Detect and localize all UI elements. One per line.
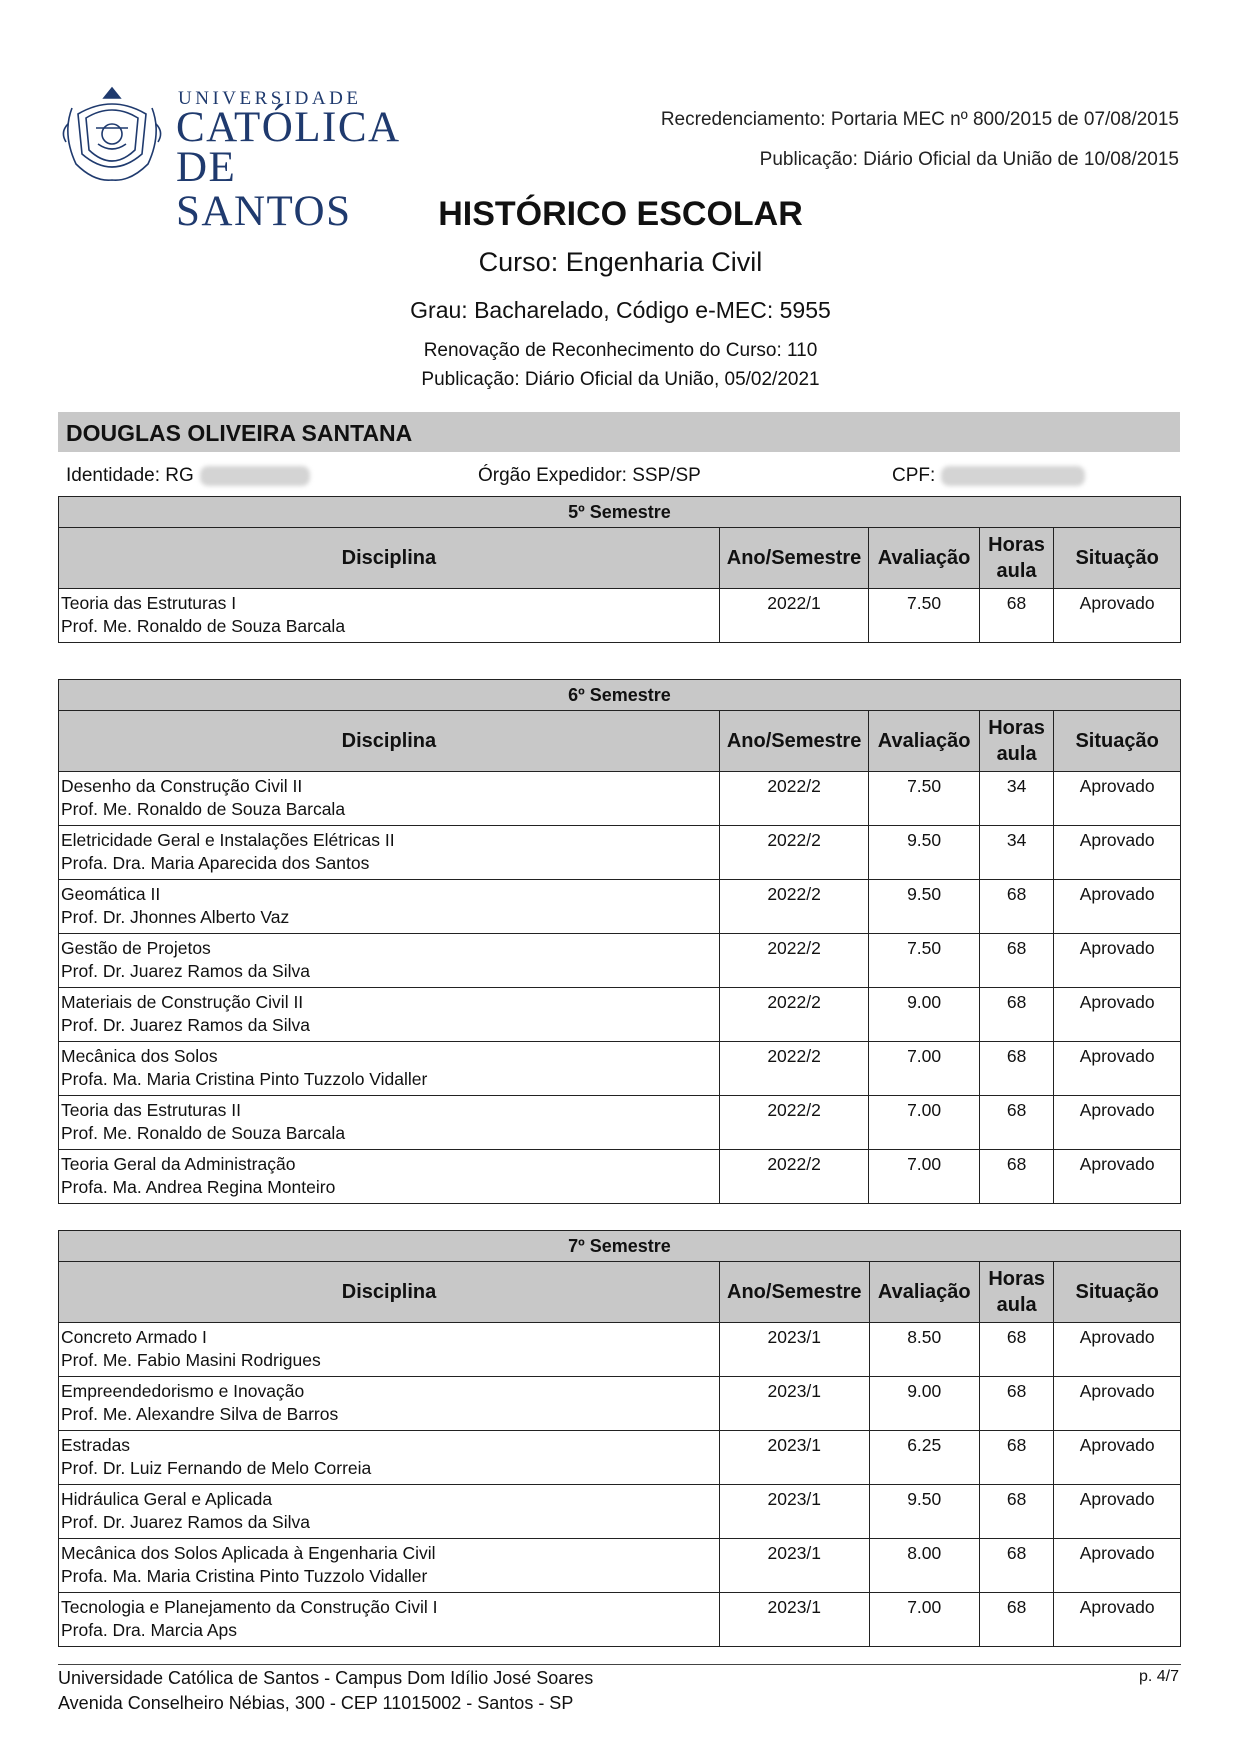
ano-semestre-cell: 2022/2 — [719, 1150, 869, 1204]
table-row — [59, 1431, 1181, 1485]
col-horas-aula — [979, 528, 1053, 589]
identidade-label: Identidade: RG — [66, 465, 194, 486]
disciplina-name: Estradas — [61, 1435, 131, 1455]
disciplina-name: Teoria das Estruturas I — [61, 593, 237, 613]
col-disciplina: Disciplina — [59, 528, 720, 589]
ano-semestre-cell: 2023/1 — [720, 1323, 870, 1377]
avaliacao-cell: 8.00 — [869, 1539, 979, 1593]
avaliacao-cell: 7.00 — [869, 1593, 979, 1647]
situacao-cell: Aprovado — [1054, 1150, 1181, 1204]
situacao-cell: Aprovado — [1054, 934, 1181, 988]
col-horas-line2: aula — [996, 560, 1037, 582]
col-horas-line2: aula — [996, 1294, 1037, 1316]
disciplina-name: Gestão de Projetos — [61, 938, 211, 958]
situacao-cell: Aprovado — [1054, 1485, 1181, 1539]
avaliacao-cell: 7.50 — [869, 772, 979, 826]
professor-name: Profa. Ma. Maria Cristina Pinto Tuzzolo Vidaller — [61, 1566, 428, 1586]
identidade-field — [66, 465, 310, 487]
document-title: HISTÓRICO ESCOLAR — [438, 195, 803, 233]
ano-semestre-cell: 2023/1 — [720, 1431, 870, 1485]
recredenciamento-text: Recredenciamento: Portaria MEC nº 800/2015 de 07/08/2015 — [660, 109, 1179, 130]
horas-aula-cell: 68 — [979, 1150, 1053, 1204]
col-horas-aula — [979, 711, 1053, 772]
professor-name: Prof. Dr. Jhonnes Alberto Vaz — [61, 907, 290, 927]
disciplina-cell — [59, 1485, 720, 1539]
situacao-cell: Aprovado — [1054, 1431, 1181, 1485]
disciplina-name: Teoria das Estruturas II — [61, 1100, 241, 1120]
situacao-cell: Aprovado — [1054, 1539, 1181, 1593]
publicacao-text: Publicação: Diário Oficial da União de 10/08/2015 — [759, 149, 1179, 170]
table-row — [59, 1150, 1181, 1204]
disciplina-name: Desenho da Construção Civil II — [61, 776, 303, 796]
situacao-cell: Aprovado — [1054, 589, 1181, 643]
logo-text-line3: DE SANTOS — [176, 144, 352, 235]
student-name: DOUGLAS OLIVEIRA SANTANA — [66, 420, 413, 446]
disciplina-cell — [59, 1323, 720, 1377]
col-situacao: Situação — [1054, 1262, 1181, 1323]
page-number: p. 4/7 — [1138, 1668, 1179, 1685]
col-horas-line1: Horas — [988, 717, 1045, 739]
situacao-cell: Aprovado — [1054, 1096, 1181, 1150]
horas-aula-cell: 68 — [979, 1377, 1053, 1431]
col-horas-line2: aula — [996, 743, 1037, 765]
disciplina-name: Mecânica dos Solos Aplicada à Engenharia Civil — [61, 1543, 436, 1563]
ano-semestre-cell: 2023/1 — [720, 1377, 870, 1431]
disciplina-cell — [59, 988, 720, 1042]
semester-title: 5º Semestre — [59, 497, 1181, 528]
disciplina-name: Empreendedorismo e Inovação — [61, 1381, 305, 1401]
university-logo — [58, 84, 418, 235]
table-row — [59, 589, 1181, 643]
col-avaliacao: Avaliação — [869, 528, 979, 589]
university-crest-icon — [58, 84, 166, 184]
professor-name: Prof. Me. Alexandre Silva de Barros — [61, 1404, 339, 1424]
disciplina-cell — [59, 1042, 720, 1096]
table-row — [59, 1539, 1181, 1593]
horas-aula-cell: 68 — [979, 1323, 1053, 1377]
logo-text-line1: UNIVERSIDADE — [178, 88, 362, 109]
disciplina-cell — [59, 1539, 720, 1593]
disciplina-cell — [59, 1431, 720, 1485]
situacao-cell: Aprovado — [1054, 1323, 1181, 1377]
table-row — [59, 772, 1181, 826]
logo-text-line2: CATÓLICA — [176, 104, 401, 151]
table-header — [59, 528, 1181, 589]
professor-name: Profa. Ma. Andrea Regina Monteiro — [61, 1177, 336, 1197]
horas-aula-cell: 34 — [979, 772, 1053, 826]
ano-semestre-cell: 2023/1 — [720, 1539, 870, 1593]
horas-aula-cell: 68 — [979, 880, 1053, 934]
table-header — [59, 1262, 1181, 1323]
horas-aula-cell: 68 — [979, 934, 1053, 988]
col-disciplina: Disciplina — [59, 1262, 720, 1323]
ano-semestre-cell: 2022/2 — [719, 934, 869, 988]
disciplina-cell — [59, 1096, 720, 1150]
disciplina-name: Concreto Armado I — [61, 1327, 207, 1347]
disciplina-cell — [59, 772, 720, 826]
course-name: Curso: Engenharia Civil — [478, 247, 763, 277]
col-ano-semestre: Ano/Semestre — [719, 711, 869, 772]
avaliacao-cell: 6.25 — [869, 1431, 979, 1485]
col-ano-semestre: Ano/Semestre — [719, 528, 869, 589]
disciplina-cell — [59, 934, 720, 988]
semester-title: 6º Semestre — [59, 680, 1181, 711]
semester-title: 7º Semestre — [59, 1231, 1181, 1262]
horas-aula-cell: 68 — [979, 1096, 1053, 1150]
situacao-cell: Aprovado — [1054, 772, 1181, 826]
col-avaliacao: Avaliação — [869, 711, 979, 772]
col-horas-aula — [979, 1262, 1053, 1323]
professor-name: Prof. Me. Ronaldo de Souza Barcala — [61, 799, 346, 819]
ano-semestre-cell: 2022/1 — [719, 589, 869, 643]
disciplina-name: Tecnologia e Planejamento da Construção Civil I — [61, 1597, 438, 1617]
table-row — [59, 1485, 1181, 1539]
renovacao-info: Renovação de Reconhecimento do Curso: 110 — [423, 340, 818, 361]
avaliacao-cell: 9.50 — [869, 1485, 979, 1539]
avaliacao-cell: 7.00 — [869, 1042, 979, 1096]
table-row — [59, 1593, 1181, 1647]
cpf-field — [892, 465, 1085, 487]
ano-semestre-cell: 2022/2 — [719, 1042, 869, 1096]
situacao-cell: Aprovado — [1054, 1377, 1181, 1431]
table-header — [59, 711, 1181, 772]
disciplina-name: Hidráulica Geral e Aplicada — [61, 1489, 273, 1509]
ano-semestre-cell: 2022/2 — [719, 880, 869, 934]
disciplina-name: Mecânica dos Solos — [61, 1046, 218, 1066]
disciplina-name: Teoria Geral da Administração — [61, 1154, 296, 1174]
table-row — [59, 988, 1181, 1042]
avaliacao-cell: 7.50 — [869, 934, 979, 988]
table-row — [59, 934, 1181, 988]
semester-table — [58, 1230, 1181, 1647]
disciplina-cell — [59, 880, 720, 934]
col-avaliacao: Avaliação — [869, 1262, 979, 1323]
course-publication-info: Publicação: Diário Oficial da União, 05/02/2021 — [421, 369, 820, 390]
ano-semestre-cell: 2022/2 — [719, 988, 869, 1042]
ano-semestre-cell: 2022/2 — [719, 772, 869, 826]
horas-aula-cell: 68 — [979, 1431, 1053, 1485]
avaliacao-cell: 9.50 — [869, 826, 979, 880]
disciplina-cell — [59, 589, 720, 643]
table-row — [59, 880, 1181, 934]
col-horas-line1: Horas — [988, 1268, 1046, 1290]
col-situacao: Situação — [1054, 528, 1181, 589]
student-name-bar — [58, 412, 1180, 452]
col-situacao: Situação — [1054, 711, 1181, 772]
orgao-expedidor: Órgão Expedidor: SSP/SP — [478, 465, 701, 486]
ano-semestre-cell: 2023/1 — [720, 1485, 870, 1539]
situacao-cell: Aprovado — [1054, 988, 1181, 1042]
disciplina-name: Eletricidade Geral e Instalações Elétricas II — [61, 830, 395, 850]
disciplina-cell — [59, 826, 720, 880]
footer-divider — [58, 1664, 1181, 1665]
col-ano-semestre: Ano/Semestre — [720, 1262, 870, 1323]
disciplina-name: Materiais de Construção Civil II — [61, 992, 304, 1012]
semester-table — [58, 496, 1181, 643]
disciplina-cell — [59, 1150, 720, 1204]
professor-name: Prof. Me. Ronaldo de Souza Barcala — [61, 1123, 346, 1143]
ano-semestre-cell: 2023/1 — [720, 1593, 870, 1647]
situacao-cell: Aprovado — [1054, 1042, 1181, 1096]
horas-aula-cell: 68 — [979, 988, 1053, 1042]
degree-info: Grau: Bacharelado, Código e-MEC: 5955 — [410, 297, 831, 323]
avaliacao-cell: 9.50 — [869, 880, 979, 934]
ano-semestre-cell: 2022/2 — [719, 1096, 869, 1150]
footer-line2: Avenida Conselheiro Nébias, 300 - CEP 11015002 - Santos - SP — [58, 1693, 574, 1713]
professor-name: Profa. Ma. Maria Cristina Pinto Tuzzolo Vidaller — [61, 1069, 428, 1089]
horas-aula-cell: 68 — [979, 1539, 1053, 1593]
avaliacao-cell: 9.00 — [869, 1377, 979, 1431]
avaliacao-cell: 7.00 — [869, 1096, 979, 1150]
avaliacao-cell: 7.50 — [869, 589, 979, 643]
table-row — [59, 1377, 1181, 1431]
redacted-rg — [200, 466, 310, 486]
table-row — [59, 1096, 1181, 1150]
table-row — [59, 1323, 1181, 1377]
professor-name: Profa. Dra. Maria Aparecida dos Santos — [61, 853, 370, 873]
redacted-cpf — [941, 466, 1085, 486]
situacao-cell: Aprovado — [1054, 880, 1181, 934]
footer-line1: Universidade Católica de Santos - Campus Dom Idílio José Soares — [58, 1668, 594, 1688]
ano-semestre-cell: 2022/2 — [719, 826, 869, 880]
table-row — [59, 1042, 1181, 1096]
horas-aula-cell: 68 — [979, 1042, 1053, 1096]
horas-aula-cell: 68 — [979, 1593, 1053, 1647]
professor-name: Profa. Dra. Marcia Aps — [61, 1620, 238, 1640]
avaliacao-cell: 9.00 — [869, 988, 979, 1042]
semester-table — [58, 679, 1181, 1204]
professor-name: Prof. Dr. Luiz Fernando de Melo Correia — [61, 1458, 372, 1478]
horas-aula-cell: 34 — [979, 826, 1053, 880]
table-row — [59, 826, 1181, 880]
professor-name: Prof. Dr. Juarez Ramos da Silva — [61, 1015, 310, 1035]
professor-name: Prof. Dr. Juarez Ramos da Silva — [61, 1512, 310, 1532]
disciplina-cell — [59, 1377, 720, 1431]
professor-name: Prof. Me. Fabio Masini Rodrigues — [61, 1350, 321, 1370]
professor-name: Prof. Dr. Juarez Ramos da Silva — [61, 961, 310, 981]
situacao-cell: Aprovado — [1054, 826, 1181, 880]
situacao-cell: Aprovado — [1054, 1593, 1181, 1647]
avaliacao-cell: 8.50 — [869, 1323, 979, 1377]
col-horas-line1: Horas — [988, 534, 1045, 556]
disciplina-name: Geomática II — [61, 884, 161, 904]
disciplina-cell — [59, 1593, 720, 1647]
col-disciplina: Disciplina — [59, 711, 720, 772]
horas-aula-cell: 68 — [979, 589, 1053, 643]
horas-aula-cell: 68 — [979, 1485, 1053, 1539]
avaliacao-cell: 7.00 — [869, 1150, 979, 1204]
professor-name: Prof. Me. Ronaldo de Souza Barcala — [61, 616, 346, 636]
cpf-label: CPF: — [892, 465, 936, 486]
